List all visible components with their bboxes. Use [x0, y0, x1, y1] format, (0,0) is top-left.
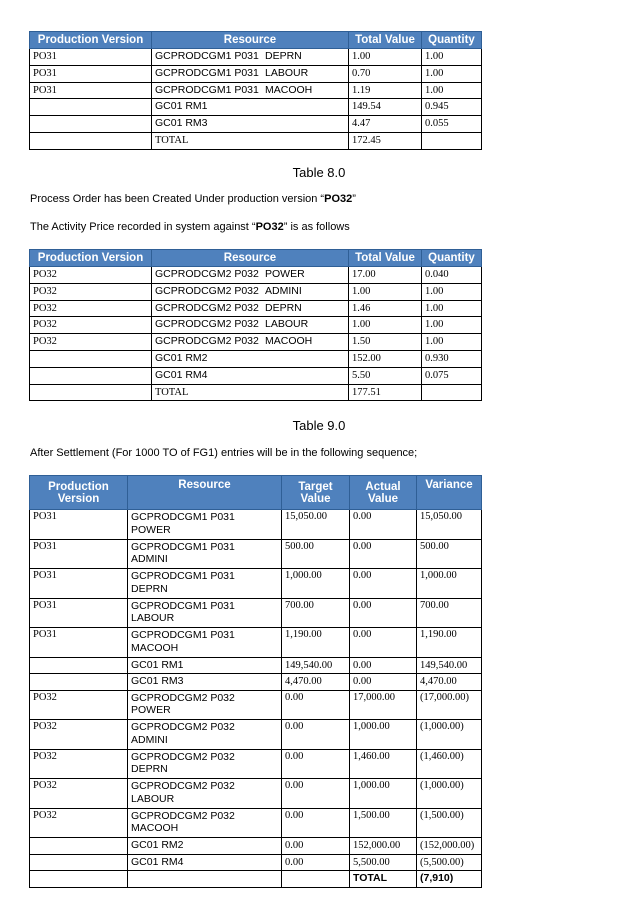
- col-header-total-value: Total Value: [349, 32, 422, 49]
- table-row: [30, 65, 482, 82]
- target-value-cell: 0.00: [282, 838, 350, 855]
- resource-activity: POWER: [131, 704, 171, 716]
- variance-cell: 700.00: [417, 598, 482, 628]
- resource-code: GCPRODCGM2 P032: [131, 809, 235, 822]
- resource-code: GCPRODCGM2 P032: [131, 721, 235, 733]
- total-value-cell: 1.00: [349, 317, 422, 334]
- version-cell: PO31: [30, 65, 152, 82]
- target-value-cell: 500.00: [282, 539, 350, 569]
- total-value-cell: 1.46: [349, 300, 422, 317]
- actual-value-cell: 0.00: [350, 657, 417, 674]
- resource-code: GCPRODCGM2 P032: [155, 335, 259, 348]
- table-row: [30, 267, 482, 284]
- resource-code: GCPRODCGM1 P031: [131, 599, 235, 612]
- col-header-resource: Resource: [128, 476, 282, 510]
- resource-code: GCPRODCGM1 P031: [155, 50, 259, 62]
- table-row: [30, 300, 482, 317]
- resource-activity: LABOUR: [265, 318, 309, 331]
- version-cell: PO31: [30, 82, 152, 99]
- version-cell: PO32: [30, 720, 128, 750]
- actual-value-cell: 152,000.00: [350, 838, 417, 855]
- resource-activity: LABOUR: [131, 612, 175, 624]
- resource-cell: GC01 RM2: [128, 838, 282, 855]
- table-row: [30, 367, 482, 384]
- table-row: [30, 569, 482, 599]
- total-variance: (7,910): [417, 871, 482, 888]
- total-value-cell: 17.00: [349, 267, 422, 284]
- version-cell: PO31: [30, 510, 128, 540]
- total-value-cell: 149.54: [349, 99, 422, 116]
- target-value-cell: 149,540.00: [282, 657, 350, 674]
- version-cell: [30, 657, 128, 674]
- resource-activity: DEPRN: [265, 301, 302, 314]
- version-code: PO32: [324, 193, 353, 205]
- total-value-cell: 1.00: [349, 49, 422, 66]
- col-header-production-version: Production Version: [30, 32, 152, 49]
- version-cell: PO32: [30, 267, 152, 284]
- quantity-cell: 1.00: [422, 334, 482, 351]
- total-value-cell: 1.50: [349, 334, 422, 351]
- resource-activity: DEPRN: [131, 582, 168, 595]
- col-header-quantity: Quantity: [422, 250, 482, 267]
- resource-cell: [128, 779, 282, 809]
- paragraph: [30, 193, 356, 205]
- version-cell: PO31: [30, 539, 128, 569]
- resource-cell: [152, 82, 349, 99]
- table-row: [30, 657, 482, 674]
- quantity-cell: 1.00: [422, 49, 482, 66]
- version-cell: [30, 367, 152, 384]
- table-header-row: [30, 32, 482, 49]
- header-line: Production: [48, 480, 109, 493]
- quantity-cell: 1.00: [422, 317, 482, 334]
- table-row: [30, 350, 482, 367]
- version-code: PO32: [255, 221, 284, 233]
- resource-cell: [128, 510, 282, 540]
- version-cell: [30, 99, 152, 116]
- col-header-resource: Resource: [152, 250, 349, 267]
- total-value-cell: 1.19: [349, 82, 422, 99]
- resource-activity: MACOOH: [131, 641, 179, 654]
- resource-activity: LABOUR: [265, 66, 309, 79]
- resource-code: GCPRODCGM2 P032: [155, 318, 259, 331]
- resource-code: GC01 RM2: [155, 351, 208, 364]
- total-row: [30, 132, 482, 149]
- target-value-cell: 1,190.00: [282, 628, 350, 658]
- actual-value-cell: 0.00: [350, 539, 417, 569]
- table-row: [30, 539, 482, 569]
- target-value-cell: 15,050.00: [282, 510, 350, 540]
- col-header-actual-value: [350, 476, 417, 510]
- version-cell: PO31: [30, 569, 128, 599]
- table-row: [30, 838, 482, 855]
- total-row: [30, 871, 482, 888]
- empty-cell: [282, 871, 350, 888]
- resource-code: GCPRODCGM2 P032: [131, 691, 235, 704]
- actual-value-cell: 0.00: [350, 598, 417, 628]
- table-row: [30, 808, 482, 838]
- version-cell: PO32: [30, 808, 128, 838]
- actual-value-cell: 1,000.00: [350, 720, 417, 750]
- table-row: [30, 82, 482, 99]
- table-row: [30, 690, 482, 720]
- total-label: TOTAL: [152, 384, 349, 401]
- target-value-cell: 0.00: [282, 854, 350, 871]
- table-caption: Table 8.0: [292, 165, 346, 180]
- variance-cell: (1,000.00): [417, 779, 482, 809]
- version-cell: [30, 350, 152, 367]
- empty-cell: [422, 384, 482, 401]
- paragraph-text: ” is as follows: [283, 221, 350, 233]
- settlement-table: [29, 475, 482, 888]
- table-header-row: [30, 250, 482, 267]
- actual-value-cell: 1,500.00: [350, 808, 417, 838]
- target-value-cell: 0.00: [282, 749, 350, 779]
- table-row: [30, 854, 482, 871]
- resource-cell: [152, 317, 349, 334]
- total-value: 172.45: [349, 132, 422, 149]
- resource-code: GCPRODCGM2 P032: [131, 750, 235, 763]
- total-value-cell: 152.00: [349, 350, 422, 367]
- resource-cell: [128, 749, 282, 779]
- table-row: [30, 49, 482, 66]
- resource-cell: [152, 334, 349, 351]
- table-row: [30, 628, 482, 658]
- resource-code: GCPRODCGM2 P032: [131, 780, 235, 792]
- resource-code: GCPRODCGM2 P032: [155, 268, 259, 280]
- col-header-production-version: [30, 476, 128, 510]
- resource-cell: [152, 49, 349, 66]
- target-value-cell: 1,000.00: [282, 569, 350, 599]
- resource-cell: [128, 720, 282, 750]
- resource-activity: MACOOH: [265, 83, 313, 96]
- quantity-cell: 1.00: [422, 283, 482, 300]
- resource-code: GC01 RM1: [155, 100, 208, 113]
- total-label: TOTAL: [152, 132, 349, 149]
- empty-cell: [30, 871, 128, 888]
- version-cell: PO31: [30, 598, 128, 628]
- version-cell: PO32: [30, 779, 128, 809]
- actual-value-cell: 0.00: [350, 510, 417, 540]
- header-line: Value: [367, 492, 399, 505]
- target-value-cell: 0.00: [282, 690, 350, 720]
- version-cell: PO32: [30, 690, 128, 720]
- resource-activity: DEPRN: [131, 763, 168, 775]
- variance-cell: 500.00: [417, 539, 482, 569]
- version-cell: [30, 116, 152, 133]
- table-row: [30, 598, 482, 628]
- empty-cell: [128, 871, 282, 888]
- resource-code: GCPRODCGM1 P031: [131, 570, 235, 582]
- variance-cell: 1,190.00: [417, 628, 482, 658]
- resource-code: GCPRODCGM2 P032: [155, 284, 259, 297]
- paragraph: [30, 221, 350, 233]
- resource-activity: MACOOH: [131, 822, 179, 834]
- paragraph-text: The Activity Price recorded in system against “: [30, 221, 256, 233]
- resource-cell: [152, 350, 349, 367]
- actual-value-cell: 0.00: [350, 628, 417, 658]
- resource-activity: DEPRN: [265, 50, 302, 62]
- variance-cell: (5,500.00): [417, 854, 482, 871]
- quantity-cell: 0.055: [422, 116, 482, 133]
- quantity-cell: 1.00: [422, 82, 482, 99]
- resource-cell: [128, 808, 282, 838]
- col-header-variance: Variance: [417, 476, 482, 510]
- actual-value-cell: 1,000.00: [350, 779, 417, 809]
- target-value-cell: 0.00: [282, 779, 350, 809]
- resource-cell: GC01 RM3: [128, 674, 282, 691]
- resource-cell: GC01 RM1: [128, 657, 282, 674]
- activity-price-table-po31: [29, 31, 482, 150]
- total-value-cell: 5.50: [349, 367, 422, 384]
- col-header-target-value: [282, 476, 350, 510]
- table-header-row: [30, 476, 482, 510]
- version-cell: PO31: [30, 49, 152, 66]
- quantity-cell: 1.00: [422, 65, 482, 82]
- total-value-cell: 1.00: [349, 283, 422, 300]
- version-cell: [30, 838, 128, 855]
- col-header-resource: Resource: [152, 32, 349, 49]
- resource-cell: [128, 628, 282, 658]
- col-header-production-version: Production Version: [30, 250, 152, 267]
- resource-activity: ADMINI: [131, 553, 168, 565]
- empty-cell: [30, 132, 152, 149]
- resource-activity: LABOUR: [131, 792, 175, 805]
- variance-cell: (1,500.00): [417, 808, 482, 838]
- variance-cell: (1,000.00): [417, 720, 482, 750]
- variance-cell: (152,000.00): [417, 838, 482, 855]
- resource-code: GCPRODCGM1 P031: [155, 66, 259, 79]
- table-row: [30, 779, 482, 809]
- actual-value-cell: 1,460.00: [350, 749, 417, 779]
- table-row: [30, 510, 482, 540]
- variance-cell: (17,000.00): [417, 690, 482, 720]
- resource-code: GCPRODCGM1 P031: [155, 83, 259, 96]
- resource-cell: [128, 690, 282, 720]
- total-value-cell: 0.70: [349, 65, 422, 82]
- resource-code: GCPRODCGM1 P031: [131, 540, 235, 553]
- actual-value-cell: 5,500.00: [350, 854, 417, 871]
- header-line: Version: [57, 492, 100, 505]
- resource-activity: POWER: [131, 523, 171, 536]
- table-row: [30, 720, 482, 750]
- resource-cell: [152, 267, 349, 284]
- table-row: [30, 674, 482, 691]
- total-value: 177.51: [349, 384, 422, 401]
- activity-price-table-po32: [29, 249, 482, 401]
- empty-cell: [422, 132, 482, 149]
- version-cell: PO31: [30, 628, 128, 658]
- resource-code: GCPRODCGM2 P032: [155, 301, 259, 314]
- total-value-cell: 4.47: [349, 116, 422, 133]
- resource-code: GCPRODCGM1 P031: [131, 629, 235, 641]
- paragraph-text: Process Order has been Created Under production version “: [30, 193, 325, 205]
- table-row: [30, 749, 482, 779]
- empty-cell: [30, 384, 152, 401]
- target-value-cell: 4,470.00: [282, 674, 350, 691]
- header-line: Value: [300, 492, 331, 505]
- table-row: [30, 334, 482, 351]
- actual-value-cell: 0.00: [350, 674, 417, 691]
- header-line: Actual: [365, 480, 401, 493]
- total-label: TOTAL: [350, 871, 417, 888]
- quantity-cell: 0.930: [422, 350, 482, 367]
- version-cell: PO32: [30, 317, 152, 334]
- version-cell: PO32: [30, 749, 128, 779]
- col-header-quantity: Quantity: [422, 32, 482, 49]
- version-cell: PO32: [30, 283, 152, 300]
- resource-cell: [128, 598, 282, 628]
- quantity-cell: 0.075: [422, 367, 482, 384]
- resource-activity: MACOOH: [265, 335, 313, 348]
- version-cell: [30, 674, 128, 691]
- variance-cell: 4,470.00: [417, 674, 482, 691]
- header-line: Target: [298, 480, 333, 493]
- table-row: [30, 317, 482, 334]
- table-row: [30, 283, 482, 300]
- resource-code: GC01 RM4: [155, 368, 208, 381]
- total-row: [30, 384, 482, 401]
- resource-cell: GC01 RM4: [128, 854, 282, 871]
- variance-cell: 1,000.00: [417, 569, 482, 599]
- version-cell: [30, 854, 128, 871]
- target-value-cell: 0.00: [282, 808, 350, 838]
- resource-cell: [152, 65, 349, 82]
- quantity-cell: 1.00: [422, 300, 482, 317]
- resource-code: GC01 RM3: [155, 117, 208, 130]
- resource-cell: [152, 99, 349, 116]
- target-value-cell: 0.00: [282, 720, 350, 750]
- variance-cell: (1,460.00): [417, 749, 482, 779]
- actual-value-cell: 17,000.00: [350, 690, 417, 720]
- version-cell: PO32: [30, 334, 152, 351]
- table-caption: Table 9.0: [292, 418, 346, 433]
- resource-code: GCPRODCGM1 P031: [131, 511, 235, 523]
- resource-cell: [152, 283, 349, 300]
- paragraph: After Settlement (For 1000 TO of FG1) entries will be in the following sequence;: [30, 447, 418, 459]
- resource-cell: [128, 569, 282, 599]
- resource-activity: ADMINI: [265, 284, 302, 297]
- resource-activity: POWER: [265, 268, 305, 280]
- paragraph-text: ”: [352, 193, 356, 205]
- resource-cell: [152, 116, 349, 133]
- actual-value-cell: 0.00: [350, 569, 417, 599]
- quantity-cell: 0.040: [422, 267, 482, 284]
- resource-cell: [152, 300, 349, 317]
- quantity-cell: 0.945: [422, 99, 482, 116]
- resource-activity: ADMINI: [131, 733, 168, 746]
- variance-cell: 15,050.00: [417, 510, 482, 540]
- table-row: [30, 99, 482, 116]
- variance-cell: 149,540.00: [417, 657, 482, 674]
- version-cell: PO32: [30, 300, 152, 317]
- resource-cell: [128, 539, 282, 569]
- resource-cell: [152, 367, 349, 384]
- table-row: [30, 116, 482, 133]
- target-value-cell: 700.00: [282, 598, 350, 628]
- col-header-total-value: Total Value: [349, 250, 422, 267]
